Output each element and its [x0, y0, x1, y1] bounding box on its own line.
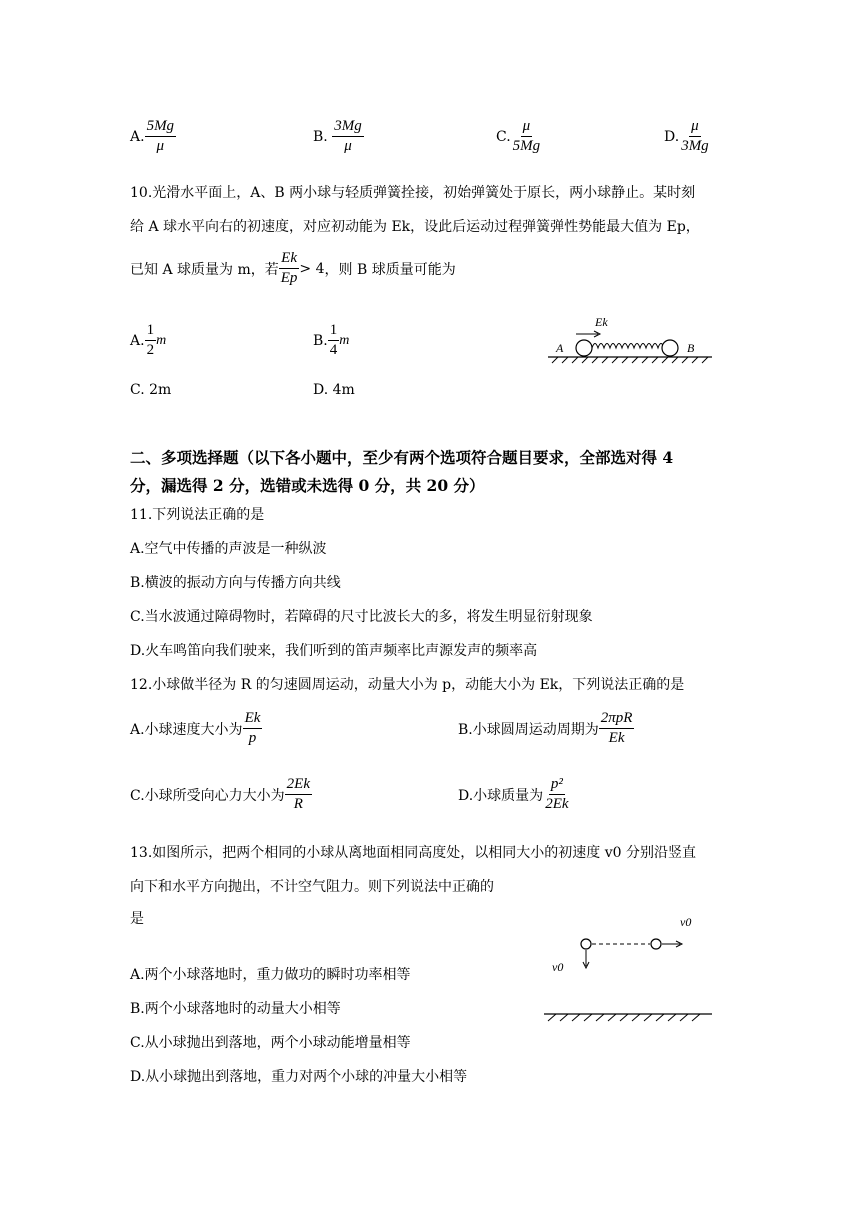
- denominator: 3Mg: [681, 138, 709, 155]
- denominator: Ek: [608, 730, 625, 747]
- numerator: 1: [145, 322, 157, 341]
- denominator: μ: [344, 138, 352, 155]
- q10-line3: [130, 250, 456, 288]
- q9-option-c: [496, 118, 542, 156]
- q11-option-b: B.横波的振动方向与传播方向共线: [130, 575, 341, 591]
- numerator: 2πpR: [599, 710, 635, 729]
- option-label: C.: [496, 128, 511, 145]
- option-text: A.小球速度大小为: [130, 721, 243, 738]
- fraction: [599, 710, 635, 748]
- fraction: [543, 776, 570, 814]
- ball-b-label: B: [687, 341, 695, 355]
- q10-option-a: [130, 322, 166, 360]
- ball-a: [576, 340, 592, 356]
- q13-line1: 13.如图所示，把两个相同的小球从离地面相同高度处，以相同大小的初速度 v0 分别沿竖直: [130, 845, 696, 861]
- q11-stem: 11.下列说法正确的是: [130, 507, 265, 523]
- v0-left-label: v0: [552, 960, 564, 974]
- spring-figure: [540, 308, 720, 368]
- q11-option-d: D.火车鸣笛向我们驶来，我们听到的笛声频率比声源发声的频率高: [130, 643, 538, 659]
- fraction: [145, 322, 157, 360]
- q10-option-c: C. 2m: [130, 382, 172, 398]
- ground-hatching: [548, 1014, 700, 1021]
- q10-inequality: > 4: [299, 260, 325, 277]
- ball-b: [662, 340, 678, 356]
- q12-stem: 12.小球做半径为 R 的匀速圆周运动，动量大小为 p，动能大小为 Ek，下列说法正确的是: [130, 677, 685, 693]
- fraction: [285, 776, 312, 814]
- numerator: 2Ek: [285, 776, 312, 795]
- fraction: [328, 322, 340, 360]
- q11-option-c: C.当水波通过障碍物时，若障碍的尺寸比波长大的多，将发生明显衍射现象: [130, 609, 593, 625]
- fraction: [243, 710, 263, 748]
- q9-option-a: [130, 118, 176, 156]
- option-label: B.: [313, 128, 328, 145]
- q10-line3-pre: 已知 A 球质量为 m，若: [130, 261, 279, 278]
- numerator: 1: [328, 322, 340, 341]
- fraction: [511, 118, 543, 156]
- q9-option-b: [313, 118, 364, 156]
- denominator: 2: [146, 342, 155, 359]
- q12-option-b: [458, 710, 634, 748]
- option-text: C.小球所受向心力大小为: [130, 787, 285, 804]
- numerator: μ: [521, 118, 533, 137]
- projectile-figure: [540, 908, 720, 1028]
- option-label: B.: [313, 332, 328, 349]
- q10-option-d: D. 4m: [313, 382, 355, 398]
- q13-line2: 向下和水平方向抛出，不计空气阻力。则下列说法中正确的: [130, 879, 494, 895]
- option-label: A.: [130, 128, 145, 145]
- q10-line3-post: ，则 B 球质量可能为: [324, 261, 456, 278]
- spring: [592, 344, 664, 349]
- q11-option-a: A.空气中传播的声波是一种纵波: [130, 541, 327, 557]
- fraction: [145, 118, 177, 156]
- ground-hatching: [552, 357, 708, 363]
- option-label: D.: [664, 128, 680, 145]
- section2-heading-line1: 二、多项选择题（以下各小题中，至少有两个选项符合题目要求，全部选对得 4: [130, 448, 674, 467]
- option-unit: m: [156, 332, 167, 348]
- q12-option-d: [458, 776, 571, 814]
- denominator: 2Ek: [545, 796, 569, 813]
- numerator: 5Mg: [145, 118, 177, 137]
- numerator: μ: [689, 118, 701, 137]
- q10-option-b: [313, 322, 349, 360]
- q12-option-a: [130, 710, 262, 748]
- option-unit: m: [339, 332, 350, 348]
- denominator: R: [293, 796, 303, 813]
- fraction: [679, 118, 711, 156]
- denominator: 4: [329, 342, 338, 359]
- q13-option-d: D.从小球抛出到落地，重力对两个小球的冲量大小相等: [130, 1069, 468, 1085]
- numerator: 3Mg: [332, 118, 364, 137]
- denominator: Ep: [280, 270, 298, 287]
- section2-heading-line2: 分，漏选得 2 分，选错或未选得 0 分，共 20 分）: [130, 476, 485, 495]
- q10-fraction: [279, 250, 300, 288]
- q13-option-c: C.从小球抛出到落地，两个小球动能增量相等: [130, 1035, 411, 1051]
- q9-option-d: [664, 118, 711, 156]
- option-label: A.: [130, 332, 145, 349]
- ball-a-label: A: [556, 341, 564, 355]
- ball-left: [581, 939, 591, 949]
- denominator: μ: [156, 138, 165, 155]
- denominator: p: [248, 730, 257, 747]
- ek-label: Ek: [595, 315, 608, 329]
- numerator: Ek: [243, 710, 263, 729]
- numerator: p²: [549, 776, 565, 795]
- fraction: [332, 118, 364, 156]
- q12-option-c: [130, 776, 312, 814]
- denominator: 5Mg: [512, 138, 541, 155]
- option-text: B.小球圆周运动周期为: [458, 721, 599, 738]
- q13-option-b: B.两个小球落地时的动量大小相等: [130, 1001, 341, 1017]
- q13-option-a: A.两个小球落地时，重力做功的瞬时功率相等: [130, 967, 411, 983]
- q10-line2: 给 A 球水平向右的初速度，对应初动能为 Ek，设此后运动过程弹簧弹性势能最大值为 Ep，: [130, 219, 700, 235]
- v0-right-label: v0: [680, 915, 692, 929]
- q10-line1: 10.光滑水平面上，A、B 两小球与轻质弹簧拴接，初始弹簧处于原长，两小球静止。某时刻: [130, 185, 696, 201]
- option-text: D.小球质量为: [458, 787, 544, 804]
- numerator: Ek: [279, 250, 299, 269]
- q13-line3: 是: [130, 911, 144, 927]
- ball-right: [651, 939, 661, 949]
